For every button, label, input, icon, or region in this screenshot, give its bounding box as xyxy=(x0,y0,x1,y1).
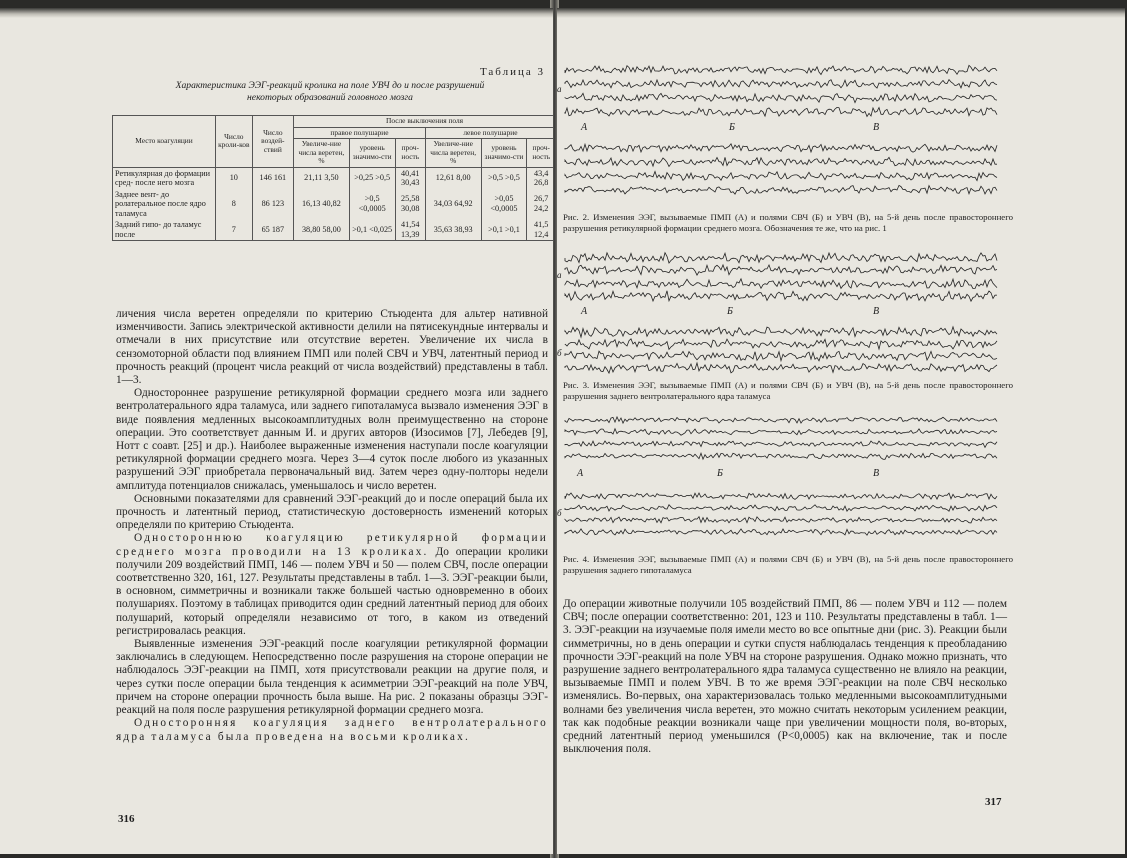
eeg-trace xyxy=(565,144,997,152)
eeg-figure-3 xyxy=(561,248,1001,376)
right-body-text xyxy=(563,598,1007,756)
eeg-trace xyxy=(565,291,997,301)
page-edge-shadow xyxy=(557,8,1125,18)
left-page xyxy=(0,8,553,854)
spaced-heading: Одностороннюю коагуляцию ретикулярной формации среднего мозга проводили на 13 кроликах. xyxy=(116,532,548,558)
table-row xyxy=(113,167,554,189)
table-cell-rabbits: 10 xyxy=(216,167,253,189)
table-cell-rabbits: 8 xyxy=(216,189,253,220)
eeg-trace xyxy=(565,172,997,181)
eeg-figure-2 xyxy=(561,56,1001,208)
table-cell-effects: 146 161 xyxy=(252,167,294,189)
table-cell-dur-r: 41,54 13,39 xyxy=(395,219,425,241)
eeg-trace xyxy=(565,265,997,275)
paragraph xyxy=(116,532,548,638)
paragraph: Односторонняя коагуляция заднего вентролатерального ядра таламуса была проведена на восьми кроликах. xyxy=(116,717,548,743)
eeg-trace xyxy=(565,505,997,512)
figure-3-caption: Рис. 3. Изменения ЭЭГ, вызываемые ПМП (А) и полями СВЧ (Б) и УВЧ (В), на 5-й день после правостороннего разрушения заднего вентролатерального ядра таламуса xyxy=(563,380,1013,401)
header-durability-right: проч-ность xyxy=(395,139,425,168)
table-cell-dur-r: 25,58 30,08 xyxy=(395,189,425,220)
letter-b: Б xyxy=(727,306,733,317)
eeg-trace xyxy=(565,453,997,459)
trace-label-a: а xyxy=(557,84,562,94)
table-cell-dur-r: 40,41 30,43 xyxy=(395,167,425,189)
header-rabbits: Число кроли-ков xyxy=(216,116,253,168)
eeg-trace xyxy=(565,157,997,166)
eeg-trace xyxy=(565,327,997,337)
paragraph: Одностороннее разрушение ретикулярной формации среднего мозга или заднего вентролатерального ядра таламуса, или заднего гипоталамуса вызвало изменения ЭЭГ в виде появления медленных высокоамплитудных волн преимущественно на стороне операции. Это соответствует данным И. и других авторов (Изосимов [7], Лебедев [9], Нотт с соавт. [25] и др.). Наиболее выраженные изменения наступали после коагуляции ретикулярной формации среднего мозга. Через 3—4 суток после любого из указанных разрушений ЭЭГ приобретала первоначальный вид. Затем через одну-полторы недели амплитуда потенциалов снижалась, уменьшалось и число веретен. xyxy=(116,387,548,492)
trace-label-a: а xyxy=(557,270,562,280)
table-row xyxy=(113,189,554,220)
eeg-trace xyxy=(565,429,997,436)
page-edge-shadow xyxy=(0,8,553,18)
letter-a: А xyxy=(577,468,584,479)
table-cell-sig-r: >0,1 <0,025 xyxy=(349,219,395,241)
header-increase-left: Увеличе-ние числа веретен, % xyxy=(425,139,481,168)
table-cell-inc-r: 16,13 40,82 xyxy=(294,189,350,220)
eeg-trace xyxy=(565,253,997,263)
table-cell-sig-l: >0,5 >0,5 xyxy=(481,167,527,189)
header-right-hemisphere: правое полушарие xyxy=(294,127,426,139)
header-significance-left: уровень значимо-сти xyxy=(481,139,527,168)
eeg-trace xyxy=(565,441,997,447)
table-cell-sig-l: >0,1 >0,1 xyxy=(481,219,527,241)
trace-label-b: б xyxy=(557,348,562,358)
right-page xyxy=(557,8,1125,854)
eeg-trace xyxy=(565,279,997,289)
paragraph: личения числа веретен определяли по критерию Стьюдента для альтер нативной изменчивости. Запись электрической активности делили на пятисекундные интервалы и отмечали в них присутствие или отсутствие веретен. Увеличение их числа в сензомоторной области под влиянием ПМП или полей СВЧ и УВЧ, латентный период и прочность реакций (процент числа реакций от числа воздействий) представлены в табл. 1—3. xyxy=(116,308,548,387)
table-cell-place: Ретикулярная до формации сред- после него мозга xyxy=(113,167,216,189)
header-left-hemisphere: левое полушарие xyxy=(425,127,553,139)
letter-a: А xyxy=(581,306,588,317)
table-cell-inc-l: 34,03 64,92 xyxy=(425,189,481,220)
table-cell-effects: 65 187 xyxy=(252,219,294,241)
figure-4-caption: Рис. 4. Изменения ЭЭГ, вызываемые ПМП (А) и полями СВЧ (Б) и УВЧ (В), на 5-й день после правостороннего разрушения заднего гипоталамуса xyxy=(563,554,1013,575)
table-cell-dur-l: 43,4 26,8 xyxy=(527,167,553,189)
paragraph: Основными показателями для сравнений ЭЭГ-реакций до и после операций была их прочность и латентный период, статистическую достоверность изменений которых определяли по критерию Стьюдента. xyxy=(116,492,548,532)
eeg-trace xyxy=(565,107,997,116)
letter-b: Б xyxy=(729,122,735,133)
page-number: 316 xyxy=(118,813,135,825)
header-significance-right: уровень значимо-сти xyxy=(349,139,395,168)
table-cell-inc-l: 35,63 38,93 xyxy=(425,219,481,241)
eeg-trace xyxy=(565,363,997,373)
table-cell-inc-r: 38,80 58,00 xyxy=(294,219,350,241)
table-cell-rabbits: 7 xyxy=(216,219,253,241)
header-effects: Число воздей-ствий xyxy=(252,116,294,168)
paragraph: До операции животные получили 105 воздействий ПМП, 86 — полем УВЧ и 112 — полем СВЧ; после операции соответственно: 201, 123 и 110. Результаты представлены в табл. 1—3. ЭЭГ-реакции на изучаемые поля имели место во все опытные дни (рис. 3). Реакции были симметричны, но в день операции и сутки спустя наблюдалась тенденция к преобладанию прочности ЭЭГ-реакций на поле УВЧ на стороне разрушения. Однако можно признать, что разрушение заднего вентролатерального ядра таламуса существенно не влияло на реакции, вызываемые ПМП и полем УВЧ. В то же время ЭЭГ-реакции на поле СВЧ несколько изменялись. Во-первых, она характеризовалась только медленными высокоамплитудными волнами без увеличения числа веретен, это можно считать некоторым усилением реакции, так как подобные реакции возникали чаще при увеличении мощности поля, во-вторых, средний латентный период уменьшился (P<0,0005) как на включение, так и после выключения поля. xyxy=(563,598,1007,756)
table-cell-sig-l: >0,05 <0,0005 xyxy=(481,189,527,220)
eeg-trace xyxy=(565,80,997,89)
table-cell-effects: 86 123 xyxy=(252,189,294,220)
letter-v: В xyxy=(873,468,880,479)
table-caption xyxy=(120,80,540,104)
eeg-trace xyxy=(565,93,997,102)
header-place: Место коагуляции xyxy=(113,116,216,168)
table-caption-line-1: Характеристика ЭЭГ-реакций кролика на поле УВЧ до и после разрушений xyxy=(175,80,485,91)
page-number: 317 xyxy=(985,796,1002,808)
table-caption-line-2: некоторых образований головного мозга xyxy=(247,92,413,103)
paragraph: Выявленные изменения ЭЭГ-реакций после коагуляции ретикулярной формации заключались в следующем. Непосредственно после разрушения на стороне операции не наблюдалось ЭЭГ-реакции на ПМП, хотя присутствовали реакции на другие поля, и через сутки после операции была тенденция к асимметрии ЭЭГ-реакций на поле УВЧ, причем на стороне операции прочность была выше. На рис. 2 показаны образцы ЭЭГ-реакций на поля после разрушения ретикулярной формации среднего мозга. xyxy=(116,638,548,717)
table-cell-inc-r: 21,11 3,50 xyxy=(294,167,350,189)
header-increase-right: Увеличе-ние числа веретен, % xyxy=(294,139,350,168)
trace-label-b: б xyxy=(557,508,562,518)
table-cell-place: Задний гипо- до таламус после xyxy=(113,219,216,241)
eeg-figure-4 xyxy=(561,410,1001,540)
header-durability-left: проч-ность xyxy=(527,139,553,168)
table-cell-sig-r: >0,5 <0,0005 xyxy=(349,189,395,220)
eeg-trace xyxy=(565,339,997,350)
letter-v: В xyxy=(873,122,880,133)
left-body-text xyxy=(116,308,548,744)
table-cell-dur-l: 41,5 12,4 xyxy=(527,219,553,241)
table-number: Таблица 3 xyxy=(479,66,545,78)
header-after-off: После выключения поля xyxy=(294,116,553,128)
table-cell-inc-l: 12,61 8,00 xyxy=(425,167,481,189)
eeg-trace xyxy=(565,65,997,74)
eeg-trace xyxy=(565,529,997,535)
figure-2-caption: Рис. 2. Изменения ЭЭГ, вызываемые ПМП (А) и полями СВЧ (Б) и УВЧ (В), на 5-й день после правостороннего разрушения ретикулярной формации среднего мозга. Обозначения те же, что на рис. 1 xyxy=(563,212,1013,233)
table-cell-place: Заднее вент- до ролатеральное после ядро таламуса xyxy=(113,189,216,220)
table-row xyxy=(113,219,554,241)
eeg-trace xyxy=(565,517,997,523)
table-cell-sig-r: >0,25 >0,5 xyxy=(349,167,395,189)
eeg-trace xyxy=(565,351,997,361)
paragraph-continuation: До операции кролики получили 209 воздействий ПМП, 146 — полем УВЧ и 50 — полем СВЧ, после операции соответственно 320, 161, 127. Результаты представлены в табл. 1—3. ЭЭГ-реакции были, в основном, симметричны и возникали также большей частью одновременно в обоих полушариях. Поэтому в таблицах приводится один средний латентный период для обоих полушарий, который определяли независимо от того, в каком из отведений регистрировалась реакция. xyxy=(116,545,549,637)
letter-b: Б xyxy=(717,468,723,479)
eeg-trace xyxy=(565,185,997,194)
letter-a: А xyxy=(581,122,588,133)
letter-v: В xyxy=(873,306,880,317)
table-cell-dur-l: 26,7 24,2 xyxy=(527,189,553,220)
eeg-trace xyxy=(565,493,997,499)
eeg-trace xyxy=(565,417,997,423)
data-table xyxy=(112,115,553,241)
